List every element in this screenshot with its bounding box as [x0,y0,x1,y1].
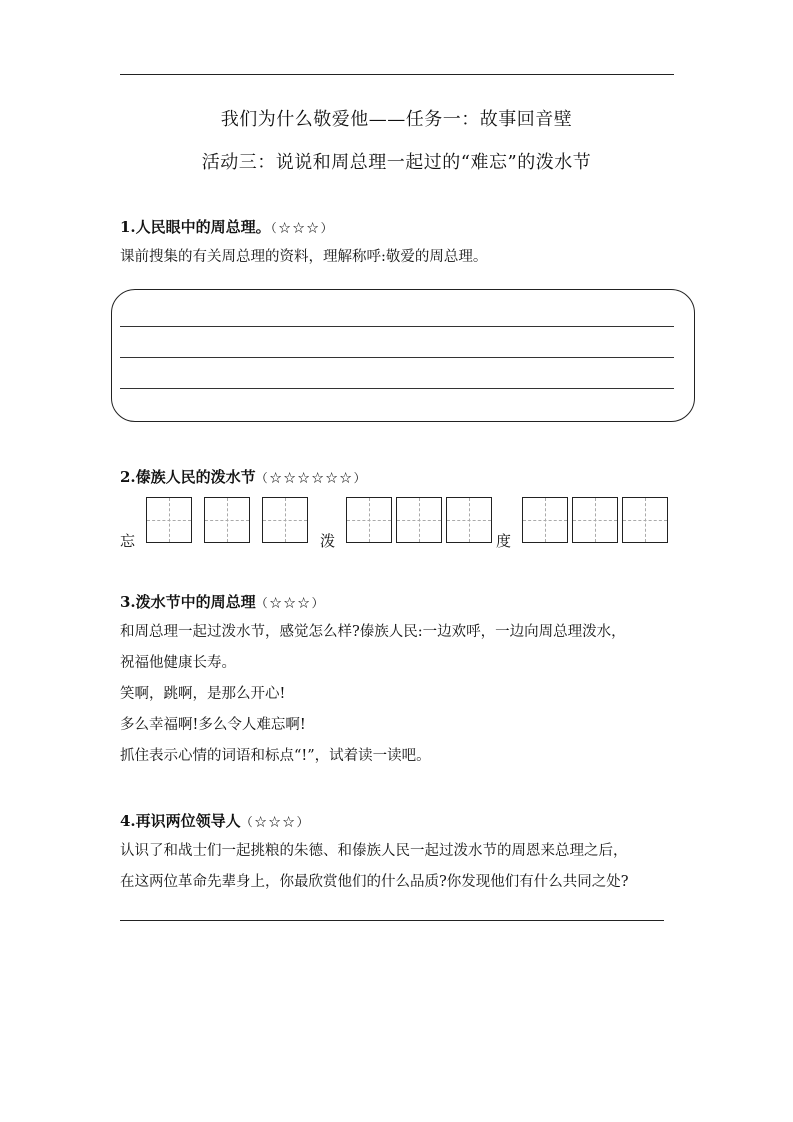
section4-stars: （☆☆☆） [240,815,311,829]
section4-heading [120,810,311,831]
section3-body [120,617,680,772]
section3-stars: （☆☆☆） [255,596,326,610]
writing-cell-4[interactable] [346,497,392,543]
writing-cell-7[interactable] [522,497,568,543]
section2-heading [120,466,368,487]
section3-line-5: 抓住表示心情的词语和标点“!”，试着读一读吧。 [120,748,431,764]
section1-heading [120,216,335,237]
writing-cell-8[interactable] [572,497,618,543]
answer-line-3[interactable] [120,388,674,389]
section1-title: 1.人民眼中的周总理。 [120,218,271,236]
page-subtitle: 活动三：说说和周总理一起过的“难忘”的泼水节 [201,152,592,173]
writing-cell-3[interactable] [262,497,308,543]
section4-title: 4.再识两位领导人 [120,812,241,830]
section4-line-2: 在这两位革命先辈身上，你最欣赏他们的什么品质?你发现他们有什么共同之处? [120,874,629,890]
section1-stars: （☆☆☆） [270,221,335,235]
section4-body [120,836,680,898]
writing-cell-5[interactable] [396,497,442,543]
top-rule [120,74,674,75]
grid-char-wang: 忘 [120,532,136,550]
page-title: 我们为什么敬爱他——任务一：故事回音壁 [220,109,573,130]
section3-line-4: 多么幸福啊!多么令人难忘啊! [120,717,306,733]
writing-cell-1[interactable] [146,497,192,543]
writing-cell-2[interactable] [204,497,250,543]
answer-box[interactable] [111,289,695,422]
section3-title: 3.泼水节中的周总理 [120,593,256,611]
section2-stars: （☆☆☆☆☆☆） [255,471,368,485]
writing-cell-6[interactable] [446,497,492,543]
section1-prompt: 课前搜集的有关周总理的资料，理解称呼:敬爱的周总理。 [120,249,488,265]
answer-line-1[interactable] [120,326,674,327]
section3-line-1: 和周总理一起过泼水节，感觉怎么样?傣族人民:一边欢呼，一边向周总理泼水， [120,624,626,640]
section3-line-2: 祝福他健康长寿。 [120,655,236,671]
writing-cell-9[interactable] [622,497,668,543]
section3-line-3: 笑啊，跳啊，是那么开心! [120,686,286,702]
section3-heading [120,591,326,612]
grid-char-po: 泼 [320,532,336,550]
section2-title: 2.傣族人民的泼水节 [120,468,256,486]
grid-char-du: 度 [496,532,512,550]
section4-line-1: 认识了和战士们一起挑粮的朱德、和傣族人民一起过泼水节的周恩来总理之后， [120,843,628,859]
answer-line-2[interactable] [120,357,674,358]
bottom-rule [120,920,664,921]
